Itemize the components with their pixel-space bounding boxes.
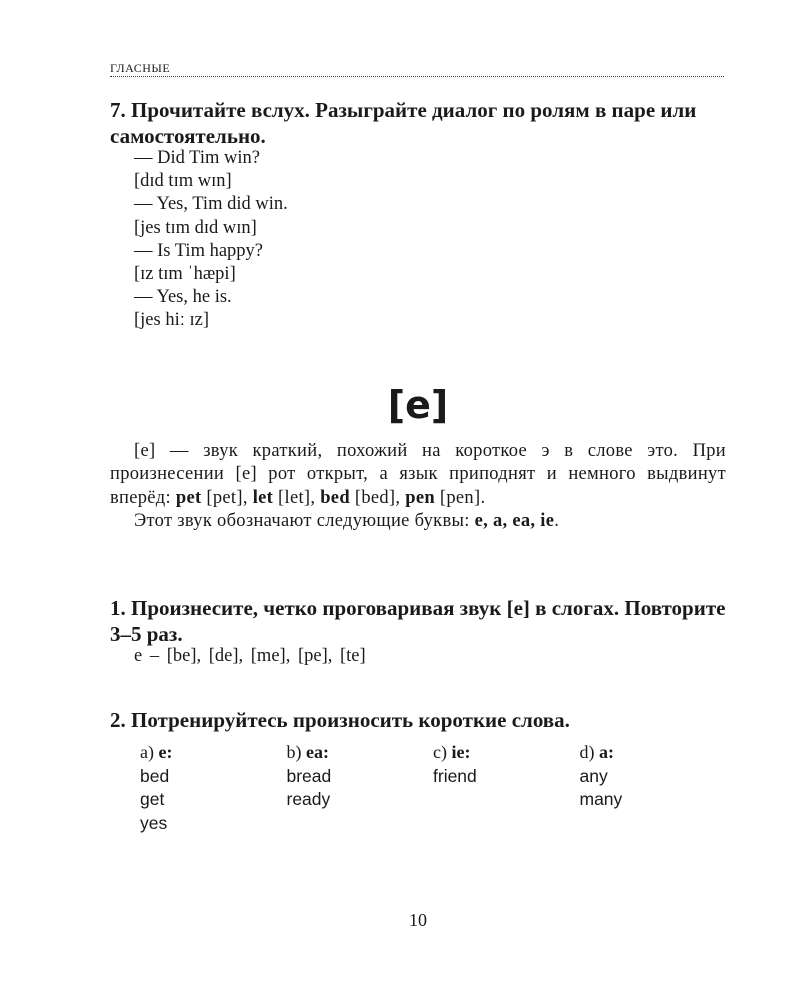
example-word: bed: [320, 487, 350, 508]
syllables-line: e – [be], [de], [me], [pe], [te]: [134, 646, 366, 666]
page-number: 10: [409, 910, 427, 930]
word-column: [433, 741, 580, 835]
word-column: [580, 741, 727, 835]
description-paragraph: [e] — звук краткий, похожий на короткое э в слове это. При произнесении [e] рот открыт, а язык приподнят и немного выдвинут вперёд: pet [pet], let [let], bed [bed], pen [pen].: [110, 441, 726, 508]
column-letter: e:: [158, 742, 173, 762]
dialogue: [134, 147, 288, 333]
dialogue-line: — Yes, he is.: [134, 287, 232, 308]
word-item: many: [579, 789, 623, 809]
column-label: b): [286, 742, 302, 762]
word-columns: [140, 741, 726, 835]
column-label: a): [140, 742, 154, 762]
dialogue-line: [jes tɪm dɪd wɪn]: [134, 217, 257, 238]
word-item: bread: [286, 765, 332, 786]
example-ipa: [bed]: [354, 487, 396, 508]
word-column: [287, 741, 434, 835]
example-ipa: [pen]: [439, 487, 481, 508]
word-column: [140, 741, 287, 835]
word-item: get: [140, 789, 165, 809]
word-item: any: [579, 765, 608, 786]
column-letter: ie:: [451, 742, 471, 762]
example-ipa: [let]: [278, 487, 311, 508]
example-word: let: [252, 487, 274, 508]
example-word: pen: [405, 487, 435, 508]
word-item: yes: [140, 812, 168, 833]
example-ipa: [pet]: [206, 487, 243, 508]
word-item: bed: [140, 765, 170, 786]
dialogue-line: — Yes, Tim did win.: [134, 194, 288, 215]
column-label: d): [579, 742, 595, 762]
letters-list: e, a, ea, ie: [474, 511, 555, 532]
column-label: c): [433, 742, 447, 762]
dialogue-line: [jes hiː ɪz]: [134, 310, 210, 331]
column-letter: a:: [599, 742, 614, 762]
exercise-1-title: 1. Произнесите, четко проговаривая звук [e] в слогах. Повторите 3–5 раз.: [110, 596, 726, 646]
example-word: pet: [175, 487, 202, 508]
running-head: ГЛАСНЫЕ: [110, 61, 171, 75]
dialogue-line: — Is Tim happy?: [134, 240, 264, 261]
book-page: [110, 0, 726, 1000]
column-heading: [287, 741, 434, 765]
column-letter: ea:: [306, 742, 329, 762]
description-text: [e] — звук краткий, похожий на короткое э в слове это. При произнесении [e] рот открыт, а язык приподнят и немного выдвинут вперёд:: [110, 441, 726, 508]
word-item: ready: [286, 789, 331, 809]
column-heading: [433, 741, 580, 765]
letters-text: Этот звук обозначают следующие буквы:: [134, 511, 475, 532]
column-heading: [140, 741, 287, 765]
sound-heading: [e]: [387, 383, 449, 427]
header-dotted-rule: [110, 76, 724, 77]
letters-paragraph: Этот звук обозначают следующие буквы: e, a, ea, ie.: [134, 511, 560, 532]
column-heading: [580, 741, 727, 765]
exercise-7-title: 7. Прочитайте вслух. Разыграйте диалог по ролям в паре или самостоятельно.: [110, 98, 697, 148]
sound-description: [110, 440, 726, 534]
dialogue-line: [dɪd tɪm wɪn]: [134, 171, 232, 192]
dialogue-line: — Did Tim win?: [134, 148, 260, 168]
exercise-2-title: 2. Потренируйтесь произносить короткие слова.: [110, 708, 570, 732]
dialogue-line: [ɪz tɪm ˈhæpi]: [134, 264, 236, 285]
word-item: friend: [433, 765, 477, 786]
